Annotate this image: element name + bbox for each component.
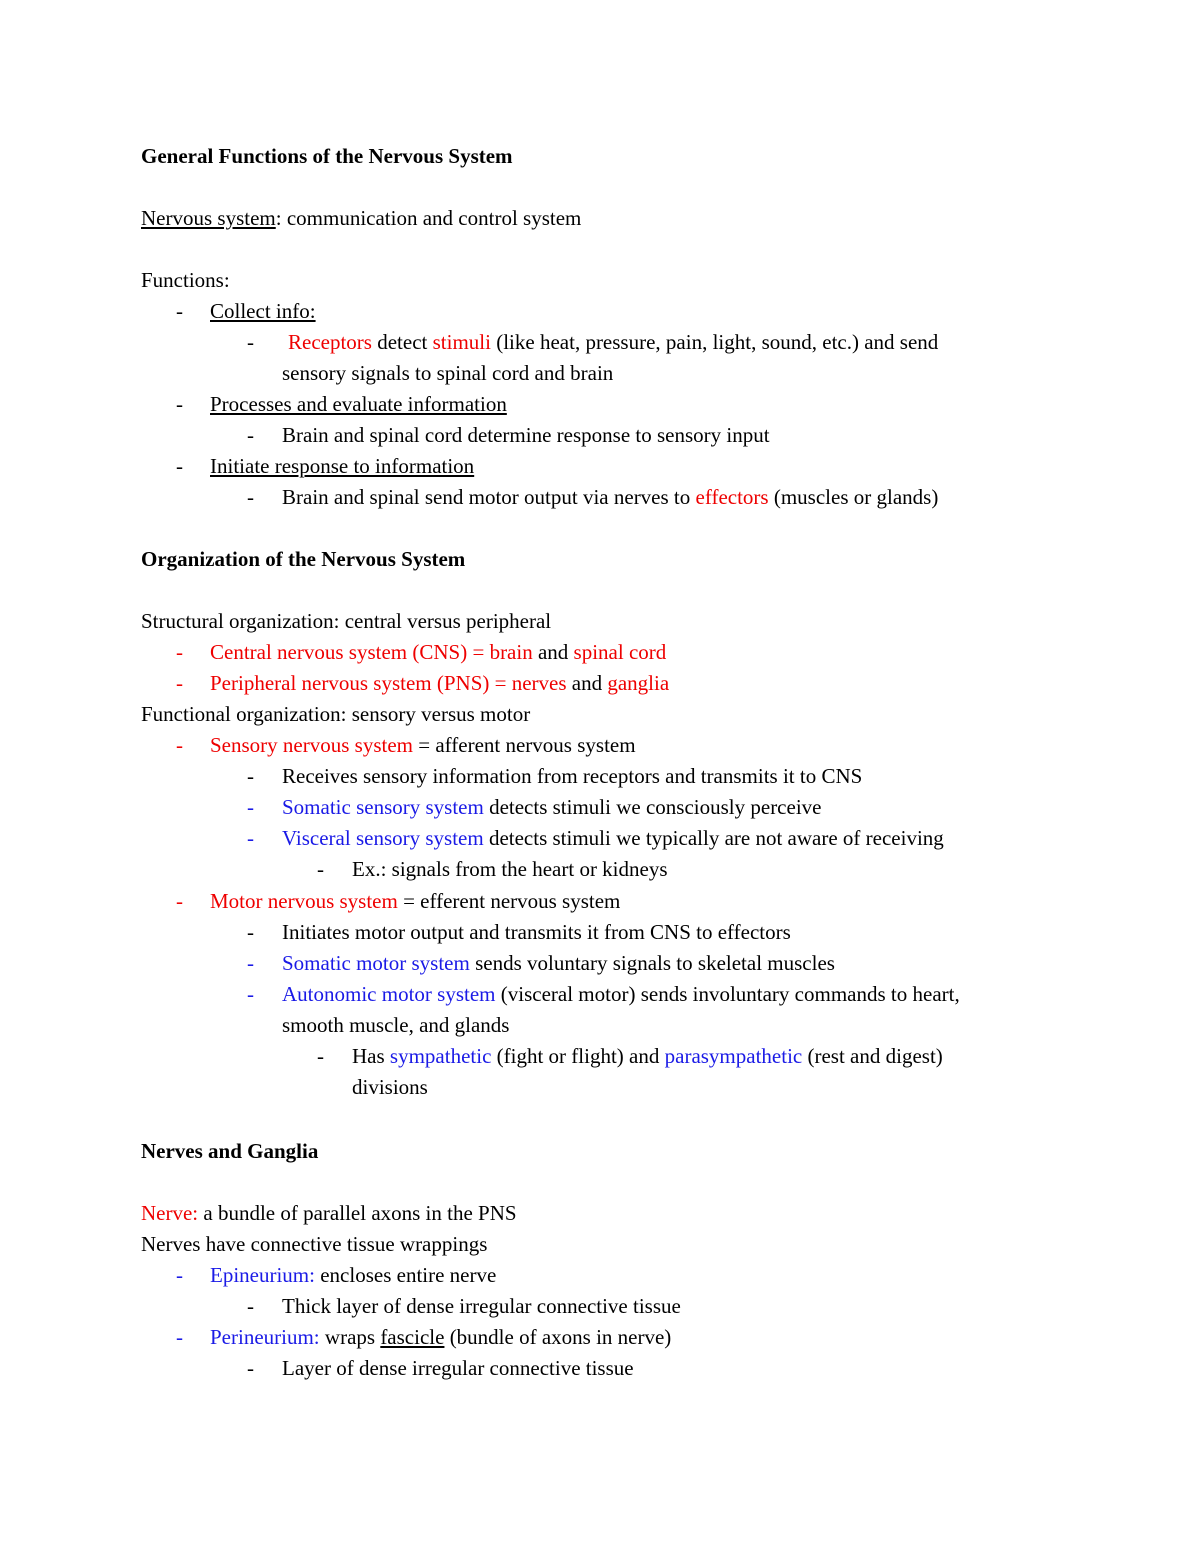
list-item-epineurium-detail — [282, 1291, 681, 1322]
list-item-sensory-detail — [282, 761, 862, 792]
heading-text: Organization of the Nervous System — [141, 547, 466, 571]
bullet-dash: - — [247, 951, 254, 975]
list-item-divisions — [352, 1041, 943, 1072]
heading-text: Nerves and Ganglia — [141, 1139, 319, 1163]
defined-term: Nervous system — [141, 206, 276, 230]
text-span: Functional organization: sensory versus motor — [141, 702, 531, 726]
term-stimuli: stimuli — [432, 330, 491, 354]
text-span: (visceral motor) sends involuntary commands to heart, — [495, 982, 960, 1006]
bullet-dash: - — [176, 392, 183, 416]
section-heading-general-functions — [141, 141, 513, 172]
text-span: Has — [352, 1044, 390, 1068]
text-span: Layer of dense irregular connective tissue — [282, 1356, 634, 1380]
bullet-dash: - — [247, 423, 254, 447]
list-item-collect-info — [210, 296, 316, 327]
structural-organization — [141, 606, 551, 637]
bullet-dash: - — [247, 1294, 254, 1318]
term-epineurium: Epineurium: — [210, 1263, 315, 1287]
text-span: detects stimuli we typically are not aware of receiving — [483, 826, 944, 850]
bullet-dash: - — [176, 454, 183, 478]
list-item-text: Collect info: — [210, 299, 316, 323]
bullet-dash: - — [176, 889, 183, 913]
text-span: a bundle of parallel axons in the PNS — [198, 1201, 517, 1225]
list-item-perineurium — [210, 1322, 671, 1353]
section-heading-nerves-ganglia — [141, 1136, 318, 1167]
term-sensory-nervous-system: Sensory nervous system — [210, 733, 413, 757]
text-span: encloses entire nerve — [314, 1263, 497, 1287]
text-span: = efferent nervous system — [397, 889, 621, 913]
term-pns: Peripheral nervous system (PNS) = nerves — [210, 671, 567, 695]
text-span: detect — [371, 330, 433, 354]
text-span: Initiates motor output and transmits it from CNS to effectors — [282, 920, 791, 944]
term-spinal-cord: spinal cord — [573, 640, 667, 664]
functional-organization — [141, 699, 530, 730]
text-span: divisions — [352, 1075, 428, 1099]
text-span: = afferent nervous system — [413, 733, 636, 757]
heading-text: General Functions of the Nervous System — [141, 144, 513, 168]
list-item-visceral-sensory — [282, 823, 944, 854]
list-item-cns — [210, 637, 666, 668]
text-span: (muscles or glands) — [768, 485, 939, 509]
list-item-text: Processes and evaluate information — [210, 392, 507, 416]
bullet-dash: - — [317, 857, 324, 881]
nerve-definition — [141, 1198, 517, 1229]
bullet-dash: - — [247, 485, 254, 509]
term-ganglia: ganglia — [607, 671, 670, 695]
list-item-text: Initiate response to information — [210, 454, 475, 478]
text-span: detects stimuli we consciously perceive — [483, 795, 822, 819]
text-span: (rest and digest) — [802, 1044, 943, 1068]
list-item-somatic-sensory — [282, 792, 821, 823]
list-item-processes — [210, 389, 507, 420]
bullet-dash: - — [247, 330, 254, 354]
bullet-dash: - — [176, 1325, 183, 1349]
list-item-processes-detail — [282, 420, 770, 451]
list-item-perineurium-detail — [282, 1353, 634, 1384]
bullet-dash: - — [247, 982, 254, 1006]
definition-text: : communication and control system — [275, 206, 582, 230]
list-item-continuation — [282, 358, 613, 389]
list-item-continuation — [352, 1072, 428, 1103]
text-span: smooth muscle, and glands — [282, 1013, 510, 1037]
text-span: (bundle of axons in nerve) — [444, 1325, 672, 1349]
text-span: Brain and spinal cord determine response to sensory input — [282, 423, 770, 447]
section-heading-organization — [141, 544, 465, 575]
list-item-receptors — [288, 327, 938, 358]
term-sympathetic: sympathetic — [389, 1044, 492, 1068]
term-effectors: effectors — [695, 485, 769, 509]
bullet-dash: - — [247, 795, 254, 819]
list-item-continuation — [282, 1010, 509, 1041]
list-item-motor — [210, 886, 620, 917]
bullet-dash: - — [247, 1356, 254, 1380]
term-autonomic-motor: Autonomic motor system — [282, 982, 496, 1006]
text-span: Nerves have connective tissue wrappings — [141, 1232, 488, 1256]
text-span: Brain and spinal send motor output via nerves to — [282, 485, 696, 509]
text-span: sensory signals to spinal cord and brain — [282, 361, 614, 385]
bullet-dash: - — [176, 671, 183, 695]
text-span: Receives sensory information from receptors and transmits it to CNS — [282, 764, 863, 788]
term-receptors: Receptors — [288, 330, 372, 354]
text-span: Thick layer of dense irregular connective tissue — [282, 1294, 681, 1318]
text-span: and — [566, 671, 608, 695]
list-item-initiate — [210, 451, 474, 482]
text-span: wraps — [319, 1325, 381, 1349]
bullet-dash: - — [176, 1263, 183, 1287]
functions-label-text: Functions: — [141, 268, 230, 292]
list-item-visceral-example — [352, 854, 668, 885]
bullet-dash: - — [247, 920, 254, 944]
bullet-dash: - — [247, 764, 254, 788]
text-span: Structural organization: central versus peripheral — [141, 609, 552, 633]
term-motor-nervous-system: Motor nervous system — [210, 889, 398, 913]
term-visceral-sensory: Visceral sensory system — [282, 826, 484, 850]
term-fascicle: fascicle — [380, 1325, 445, 1349]
list-item-sensory — [210, 730, 636, 761]
functions-label — [141, 265, 230, 296]
bullet-dash: - — [317, 1044, 324, 1068]
list-item-autonomic — [282, 979, 960, 1010]
bullet-dash: - — [247, 826, 254, 850]
list-item-motor-detail — [282, 917, 791, 948]
term-somatic-motor: Somatic motor system — [282, 951, 470, 975]
bullet-dash: - — [176, 299, 183, 323]
list-item-pns — [210, 668, 669, 699]
bullet-dash: - — [176, 640, 183, 664]
text-span: sends voluntary signals to skeletal muscles — [469, 951, 835, 975]
term-perineurium: Perineurium: — [210, 1325, 320, 1349]
list-item-somatic-motor — [282, 948, 835, 979]
nervous-system-definition — [141, 203, 581, 234]
term-nerve: Nerve: — [141, 1201, 199, 1225]
text-span: (fight or flight) and — [491, 1044, 665, 1068]
text-span: (like heat, pressure, pain, light, sound, etc.) and send — [490, 330, 939, 354]
text-span: and — [532, 640, 574, 664]
text-span: Ex.: signals from the heart or kidneys — [352, 857, 668, 881]
wrappings-line — [141, 1229, 487, 1260]
bullet-dash: - — [176, 733, 183, 757]
term-cns: Central nervous system (CNS) = brain — [210, 640, 533, 664]
list-item-initiate-detail — [282, 482, 938, 513]
term-parasympathetic: parasympathetic — [664, 1044, 803, 1068]
term-somatic-sensory: Somatic sensory system — [282, 795, 484, 819]
list-item-epineurium — [210, 1260, 496, 1291]
